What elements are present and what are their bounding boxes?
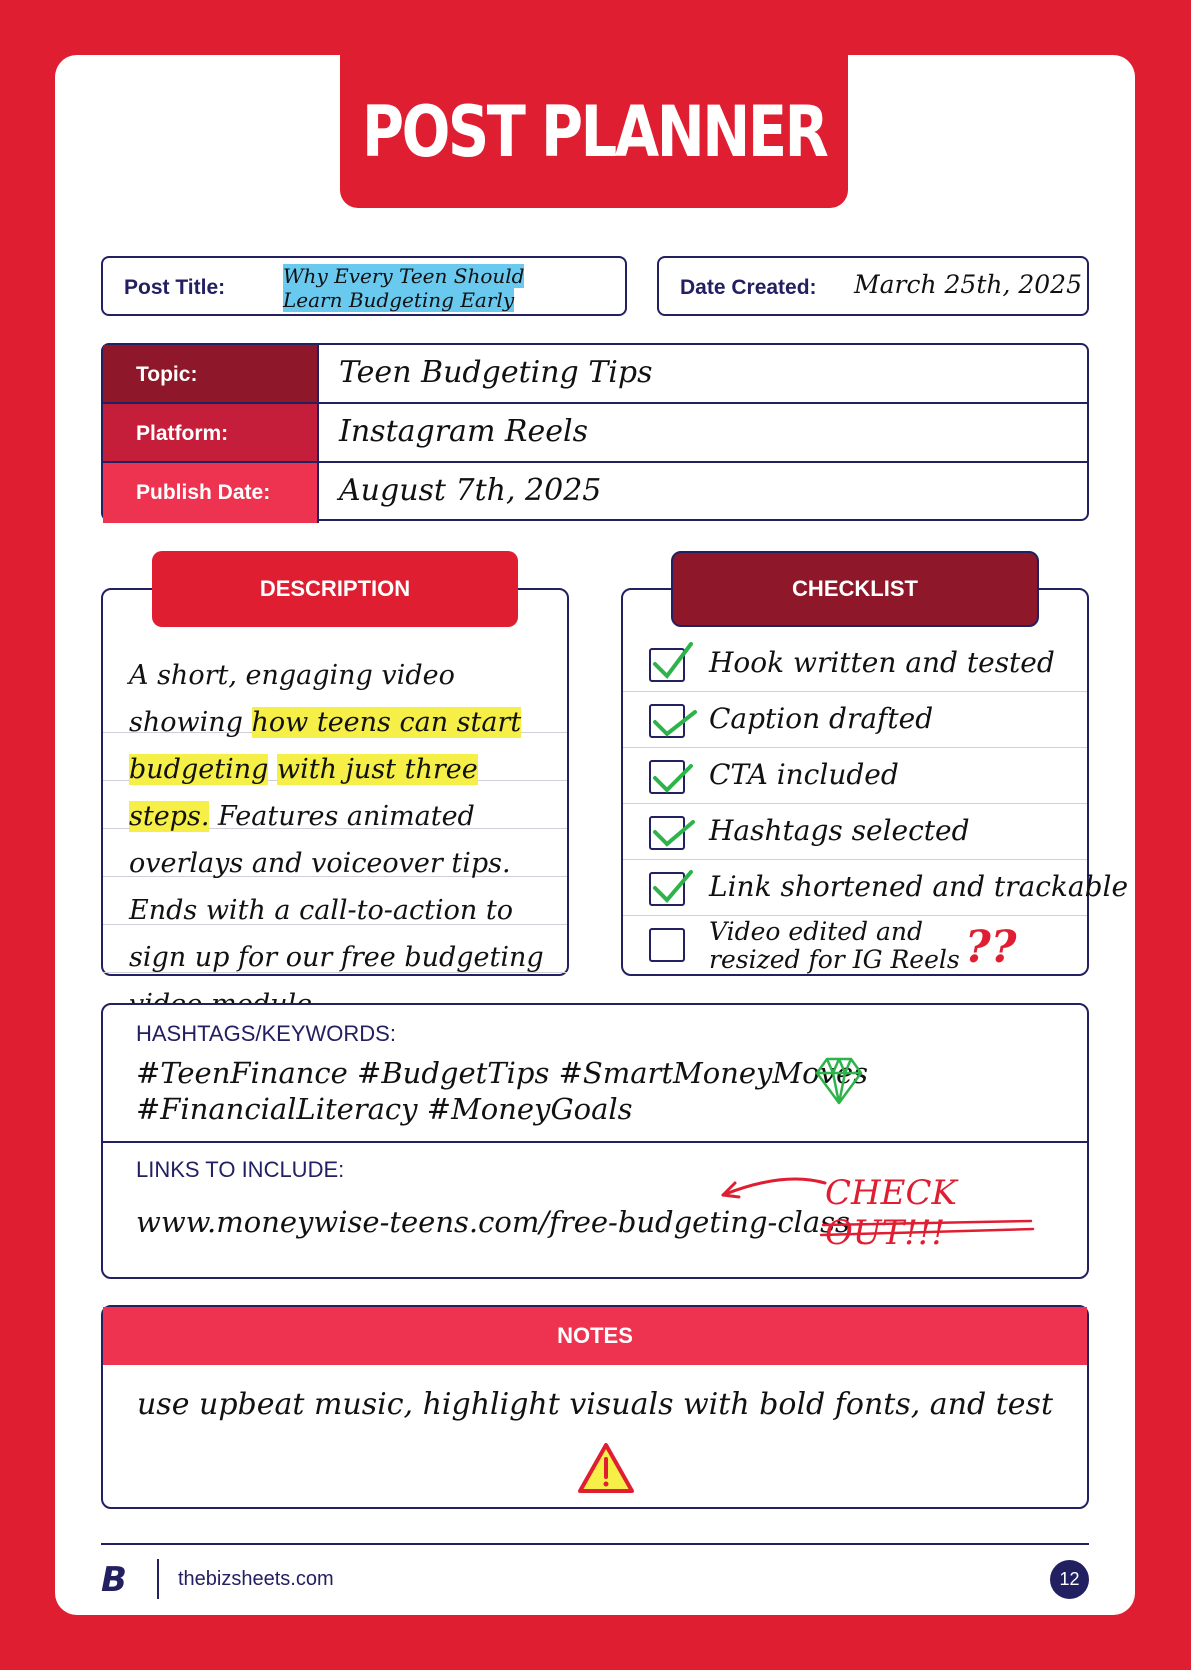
links-label: LINKS TO INCLUDE:	[136, 1157, 345, 1182]
check-icon	[647, 748, 697, 798]
brand-logo: B	[101, 1560, 127, 1600]
diamond-icon	[813, 1055, 865, 1107]
hashtags-line-2: #FinancialLiteracy #MoneyGoals	[136, 1092, 633, 1126]
checklist-item	[623, 804, 1087, 860]
check-icon	[647, 692, 697, 742]
topic-value: Teen Budgeting Tips	[339, 355, 653, 390]
checkbox-checked[interactable]	[649, 704, 685, 738]
hashtags-text	[136, 1055, 868, 1127]
question-marks-annotation: ??	[965, 922, 1017, 973]
date-created-label: Date Created:	[680, 276, 817, 299]
description-highlight-2: with just three steps.	[129, 754, 478, 832]
notes-text: use upbeat music, highlight visuals with bold fonts, and test	[136, 1387, 1054, 1422]
checklist-item	[623, 636, 1087, 692]
topic-row	[103, 345, 1087, 404]
check-icon	[647, 636, 697, 686]
checkbox-checked[interactable]	[649, 816, 685, 850]
checklist-label: CTA included	[709, 758, 899, 791]
description-end: Features animated overlays and voiceover tips. Ends with a call-to-action to sign up for our free budgeting	[129, 801, 544, 973]
description-text	[129, 652, 549, 1028]
checklist-label: Hook written and tested	[709, 646, 1055, 679]
check-out-annotation: CHECK OUT!!!	[825, 1173, 957, 1253]
post-title-box	[101, 256, 627, 316]
checklist-label: Hashtags selected	[709, 814, 970, 847]
warning-icon	[576, 1441, 636, 1497]
footer-site[interactable]: thebizsheets.com	[178, 1568, 334, 1590]
checklist-label: Video edited and resized for IG Reels	[709, 917, 960, 974]
checklist-item	[623, 692, 1087, 748]
notes-panel	[101, 1305, 1089, 1509]
footer-divider	[101, 1543, 1089, 1545]
hashtags-line-1: #TeenFinance #BudgetTips #SmartMoneyMoves	[136, 1056, 868, 1090]
post-title-value	[283, 264, 524, 312]
platform-key: Platform:	[103, 404, 319, 461]
underline-scribble	[819, 1219, 1039, 1239]
date-created-value: March 25th, 2025	[854, 270, 1082, 299]
checklist-label: Caption drafted	[709, 702, 934, 735]
checklist-item	[623, 860, 1129, 916]
description-header: DESCRIPTION	[152, 551, 518, 627]
title-banner	[340, 55, 848, 208]
footer-separator	[157, 1559, 159, 1599]
date-created-box	[657, 256, 1089, 316]
checklist-label: Link shortened and trackable	[709, 870, 1129, 903]
post-title-line-1: Why Every Teen Should	[283, 264, 525, 288]
post-title-line-2: Learn Budgeting Early	[283, 288, 515, 312]
checklist-item	[623, 916, 1087, 978]
description-panel	[101, 588, 569, 976]
check-icon	[647, 860, 697, 910]
publish-date-value: August 7th, 2025	[339, 473, 602, 508]
checkbox-checked[interactable]	[649, 760, 685, 794]
hashtags-label: HASHTAGS/KEYWORDS:	[136, 1021, 396, 1046]
check-icon	[647, 804, 697, 854]
checkbox-checked[interactable]	[649, 872, 685, 906]
page-title: POST PLANNER	[361, 90, 827, 173]
notes-header: NOTES	[103, 1307, 1087, 1365]
link-url[interactable]: www.moneywise-teens.com/free-budgeting-class	[136, 1205, 850, 1239]
checklist-panel	[621, 588, 1129, 976]
publish-date-row	[103, 463, 1087, 523]
checklist-item	[623, 748, 1087, 804]
checkbox-checked[interactable]	[649, 648, 685, 682]
post-title-label: Post Title:	[124, 276, 226, 299]
topic-key: Topic:	[103, 345, 319, 402]
description-highlight-1: how teens can start budgeting	[129, 707, 522, 785]
arrow-icon	[713, 1165, 833, 1205]
section-divider	[103, 1141, 1087, 1143]
description-start: A short, engaging video showing	[129, 660, 455, 738]
publish-date-key: Publish Date:	[103, 463, 319, 523]
hashtags-links-panel	[101, 1003, 1089, 1279]
checklist-header: CHECKLIST	[671, 551, 1039, 627]
post-info-table	[101, 343, 1089, 521]
checkbox-unchecked[interactable]	[649, 928, 685, 962]
platform-value: Instagram Reels	[339, 414, 589, 449]
page-number-badge: 12	[1050, 1560, 1089, 1599]
platform-row	[103, 404, 1087, 463]
